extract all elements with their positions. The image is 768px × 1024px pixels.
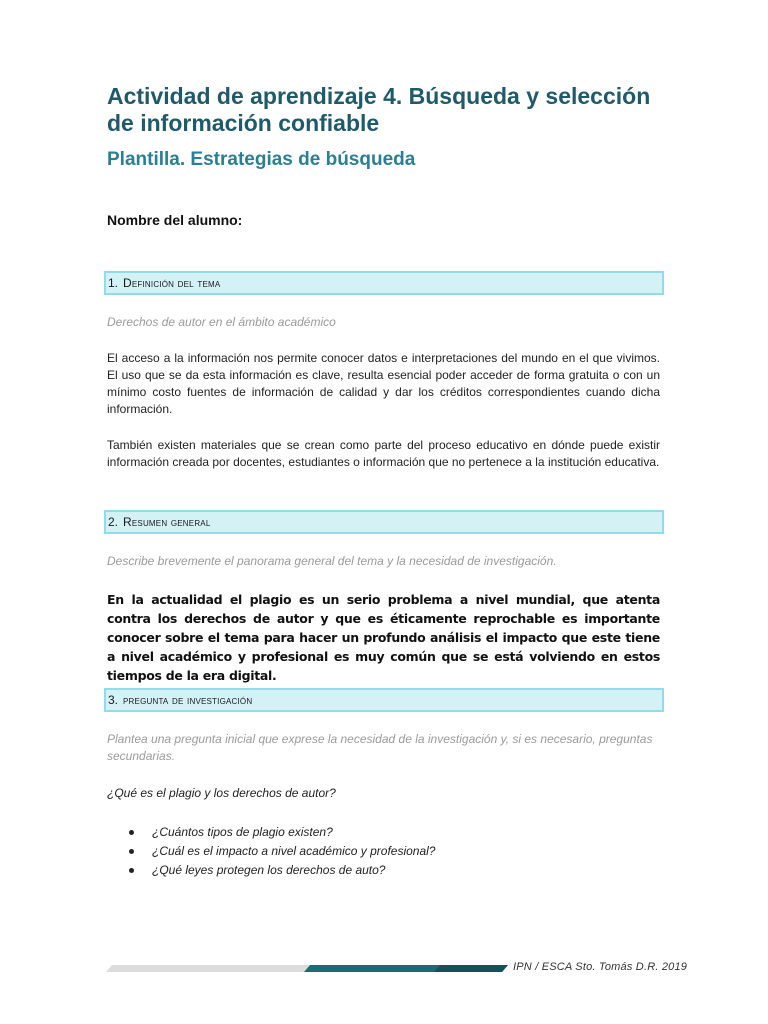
section-header-3 — [104, 688, 664, 712]
paragraph: En la actualidad el plagio es un serio problema a nivel mundial, que atenta contra los derechos de autor y que es éticamente reprochable es importante conocer sobre el tema para hacer un profundo análisis el impacto que este tiene a nivel académico y profesional es muy común que se está volviendo en estos tiempos de la era digital. — [107, 592, 660, 683]
research-question: ¿Qué es el plagio y los derechos de autor? — [107, 786, 336, 800]
list-item — [125, 861, 435, 880]
list-item-text: ¿Cuál es el impacto a nivel académico y profesional? — [152, 844, 436, 858]
list-item — [125, 842, 435, 861]
bullet-icon — [129, 849, 134, 854]
footer-stripe-shade — [434, 965, 508, 972]
bullet-icon — [129, 830, 134, 835]
list-item-text: ¿Qué leyes protegen los derechos de auto? — [152, 863, 386, 877]
footer-stripe-light — [106, 965, 320, 972]
document-title: Actividad de aprendizaje 4. Búsqueda y selección de información confiable — [107, 83, 651, 136]
paragraph: El acceso a la información nos permite conocer datos e interpretaciones del mundo en el que vivimos. El uso que se da esta información es clave, resulta esencial poder acceder de forma gratuita o con un mínimo costo fuentes de información de calidad y dar los créditos correspondientes cuando dicha información. — [107, 351, 660, 416]
secondary-questions-list — [125, 823, 435, 880]
section-hint: Plantea una pregunta inicial que exprese la necesidad de la investigación y, si es necesario, preguntas secundarias. — [107, 732, 653, 763]
bullet-icon — [129, 868, 134, 873]
section-number: 3. — [108, 693, 119, 707]
section-number: 1. — [108, 276, 119, 290]
paragraph: También existen materiales que se crean como parte del proceso educativo en dónde puede existir información creada por docentes, estudiantes o información que no pertenece a la institución educativa. — [107, 438, 660, 469]
document-subtitle: Plantilla. Estrategias de búsqueda — [107, 149, 416, 170]
section-label: pregunta de investigación — [123, 693, 253, 707]
list-item — [125, 823, 435, 842]
section-label: Resumen general — [123, 515, 211, 529]
footer-text: IPN / ESCA Sto. Tomás D.R. 2019 — [513, 961, 688, 973]
student-name-label: Nombre del alumno: — [107, 212, 243, 228]
section-header-1 — [104, 271, 664, 295]
section-label: Definición del tema — [123, 276, 221, 290]
section-hint: Describe brevemente el panorama general del tema y la necesidad de investigación. — [107, 554, 557, 568]
section-hint: Derechos de autor en el ámbito académico — [107, 315, 336, 329]
list-item-text: ¿Cuántos tipos de plagio existen? — [152, 825, 333, 839]
section-header-2 — [104, 510, 664, 534]
section-number: 2. — [108, 515, 119, 529]
